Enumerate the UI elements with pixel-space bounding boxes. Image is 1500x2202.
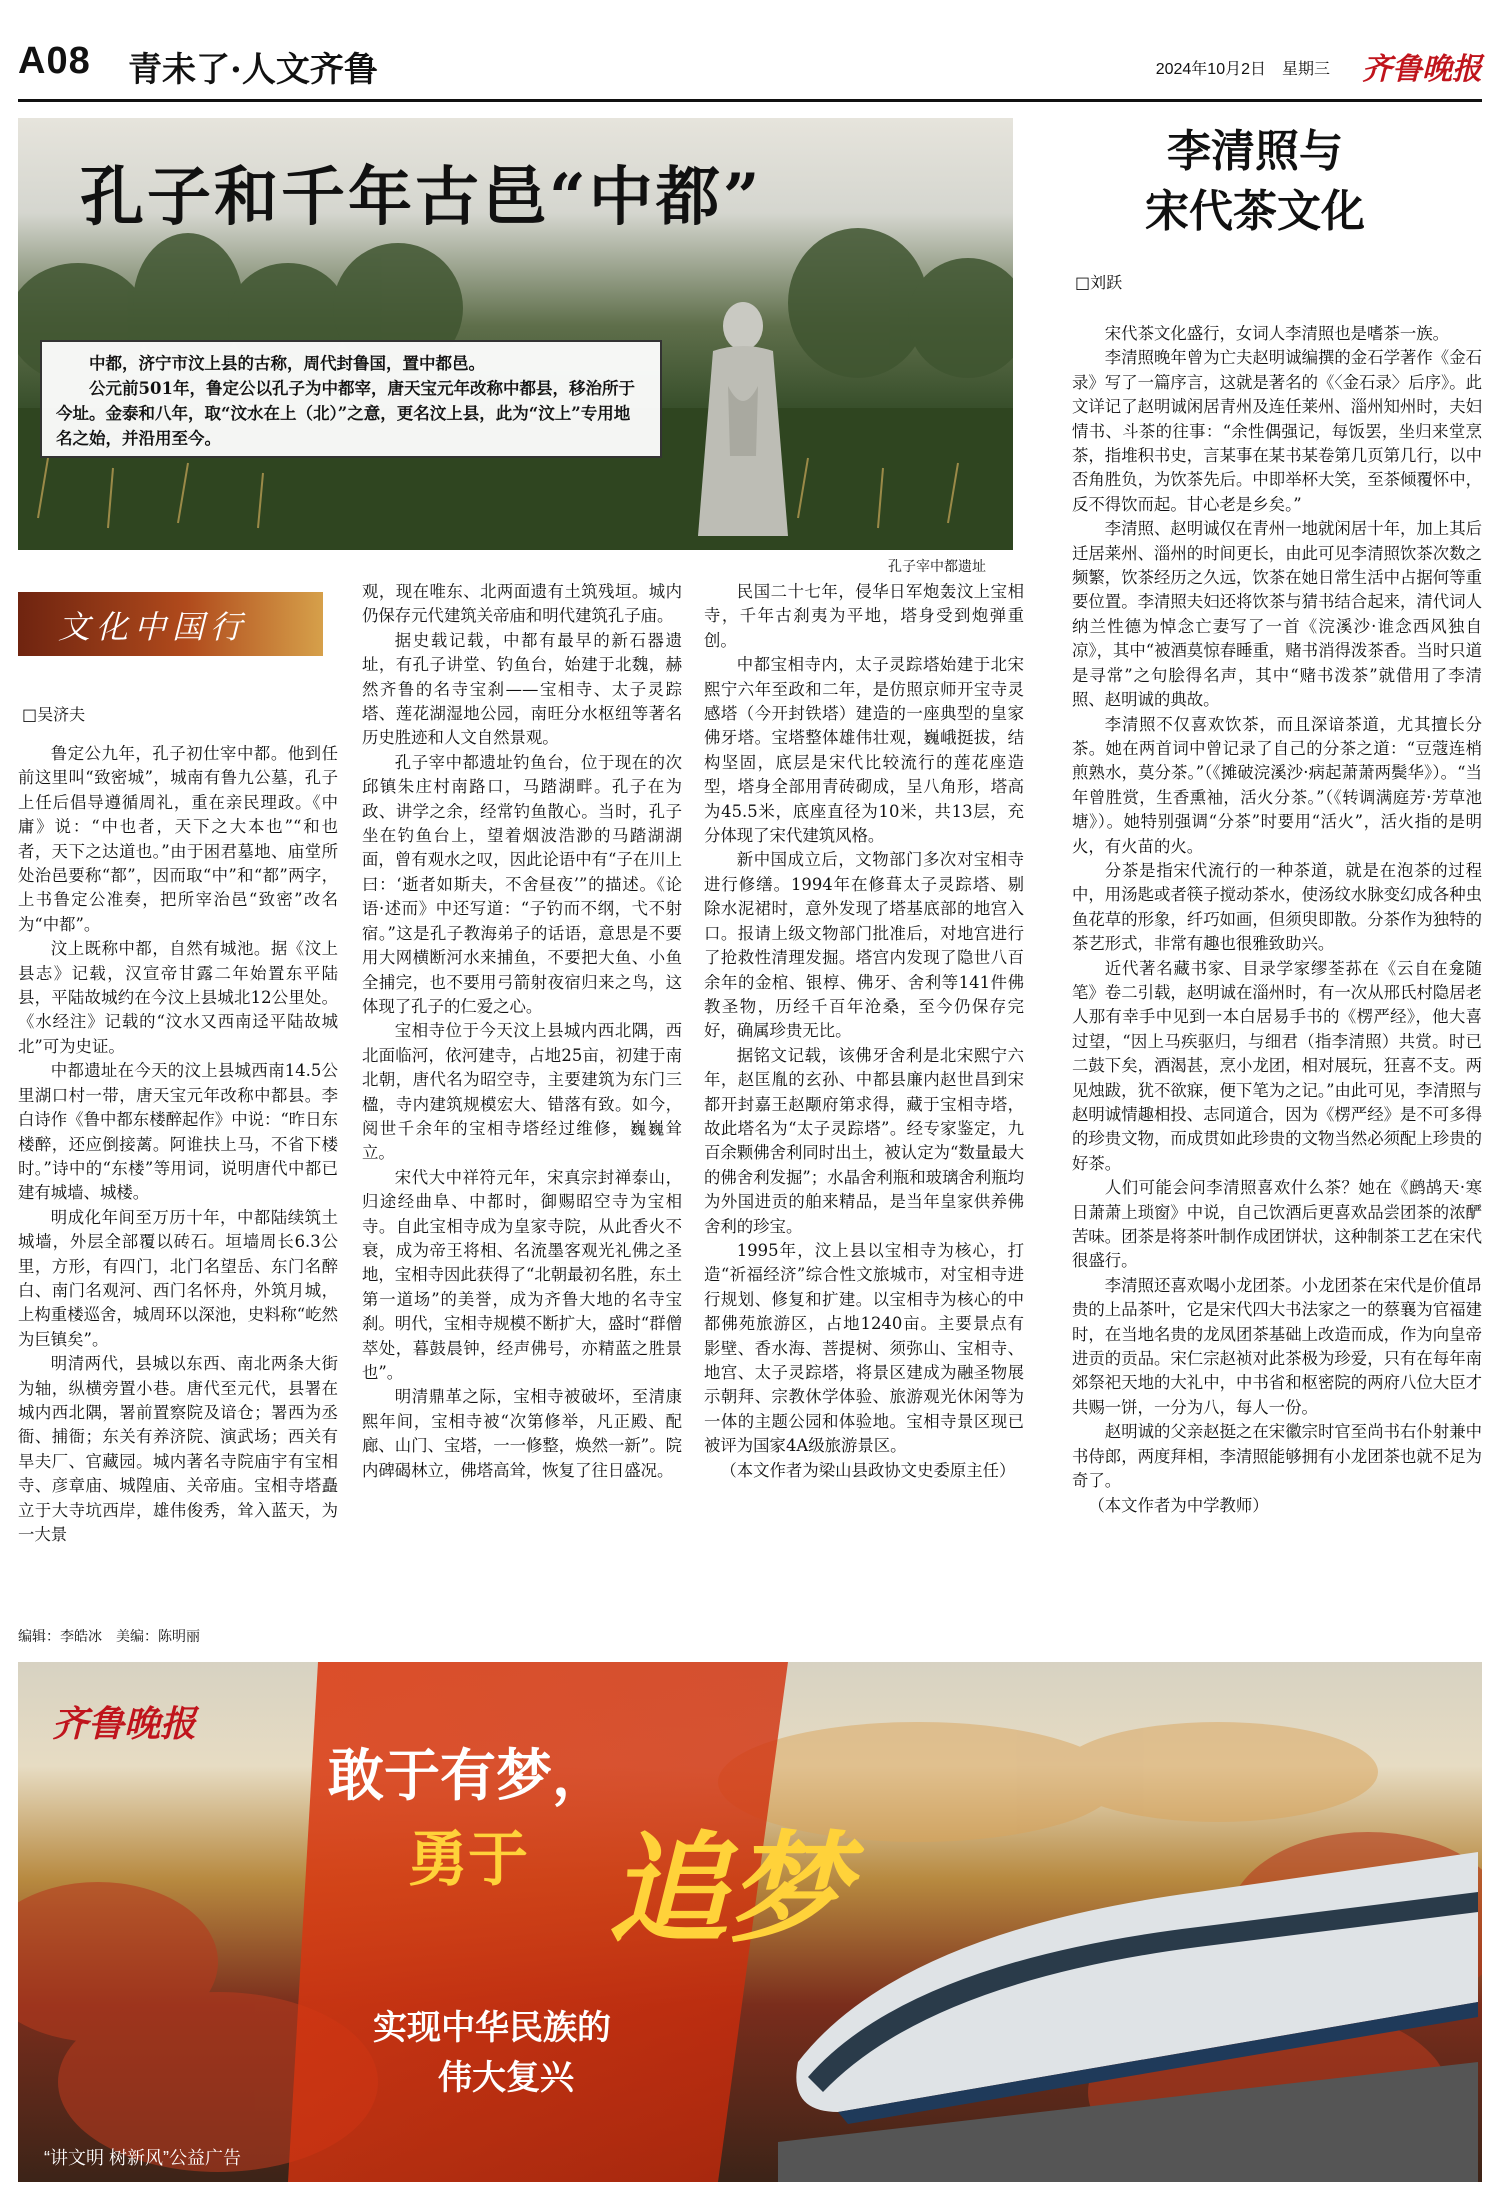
paragraph: 1995年，汶上县以宝相寺为核心，打造“祈福经济”综合性文旅城市，对宝相寺进行规划、修复和扩建。以宝相寺为核心的中都佛苑旅游区，占地1240亩。主要景点有影壁、香水海、菩提树、须弥山、宝相寺、地宫、太子灵踪塔，将景区建成为融圣物展示朝拜、宗教休学体验、旅游观光休闲等为一体的主题公园和体验地。宝相寺景区现已被评为国家4A级旅游景区。 <box>704 1240 1024 1456</box>
paragraph: 李清照、赵明诚仅在青州一地就闲居十年，加上其后迁居莱州、淄州的时间更长，由此可见李清照饮茶次数之频繁，饮茶经历之久远，饮茶在她日常生活中占据何等重要位置。李清照夫妇还将饮茶与猜书结合起来，清代词人纳兰性德为悼念亡妻写了一首《浣溪沙·谁念西风独自凉》，其中“被酒莫惊春睡重，赌书消得泼茶香。当时只道是寻常”之句脍得名声，其中“赌书泼茶”就借用了李清照、赵明诚的典故。 <box>1072 519 1482 710</box>
paragraph: 汶上既称中都，自然有城池。据《汶上县志》记载，汉宣帝甘露二年始置东平陆县，平陆故城约在今汶上县城北12公里处。《水经注》记载的“汶水又西南迳平陆故城北”可为史证。 <box>18 939 338 1056</box>
hero-intro-box <box>40 340 662 458</box>
hero-intro-line-1: 中都，济宁市汶上县的古称，周代封鲁国，置中都邑。 <box>89 354 485 373</box>
article2-title-line-1: 李清照与 <box>1167 126 1343 177</box>
author-note: （本文作者为中学教师） <box>1088 1495 1269 1515</box>
ad-slogan-line-2b: 追梦 <box>608 1819 848 1960</box>
ad-credit: “讲文明 树新风”公益广告 <box>44 2148 241 2168</box>
paragraph: 李清照还喜欢喝小龙团茶。小龙团茶在宋代是价值昂贵的上品茶叶，它是宋代四大书法家之一的蔡襄为官福建时，在当地名贵的龙凤团茶基础上改造而成，作为向皇帝进贡的贡品。宋仁宗赵祯对此茶极为珍爱，只有在每年南郊祭祀天地的大礼中，中书省和枢密院的两府八位大臣才共赐一饼，一分为八，每人一份。 <box>1072 1275 1482 1417</box>
paragraph: 民国二十七年，侵华日军炮轰汶上宝相寺，千年古刹夷为平地，塔身受到炮弹重创。 <box>704 582 1024 650</box>
paragraph: 分茶是指宋代流行的一种茶道，就是在泡茶的过程中，用汤匙或者筷子搅动茶水，使汤纹水脉变幻成各种虫鱼花草的形象，纤巧如画，但须臾即散。分茶作为独特的茶艺形式，非常有趣也很雅致助兴。 <box>1072 860 1482 954</box>
paragraph: 近代著名藏书家、目录学家缪荃荪在《云自在龛随笔》卷二引载，赵明诚在淄州时，有一次从邢氏村隐居老人那有幸手中见到一本白居易手书的《楞严经》，他大喜过望，“因上马疾驱归，与细君（指李清照）共赏。时已二鼓下矣，酒渴甚，烹小龙团，相对展玩，狂喜不支。两见烛跋，犹不欲寐，便下笔为之记。”由此可见，李清照与赵明诚情趣相投、志同道合，因为《楞严经》是不可多得的珍贵文物，而成贯如此珍贵的文物当然必须配上珍贵的好茶。 <box>1072 958 1482 1173</box>
ad-slogan-line-1: 敢于有梦， <box>328 1743 608 1809</box>
paragraph: 观，现在唯东、北两面遗有土筑残垣。城内仍保存元代建筑关帝庙和明代建筑孔子庙。 <box>362 582 682 626</box>
paragraph: 中都遗址在今天的汶上县城西南14.5公里湖口村一带，唐天宝元年改称中都县。李白诗作《鲁中都东楼醉起作》中说：“昨日东楼醉，还应倒接蓠。阿谁扶上马，不省下楼时。”诗中的“东楼”等用词，说明唐代中都已建有城墙、城楼。 <box>18 1061 338 1203</box>
masthead-logo: 齐鲁晚报 <box>1362 52 1482 87</box>
paragraph: 鲁定公九年，孔子初仕宰中都。他到任前这里叫“致密城”，城南有鲁九公墓，孔子上任后倡导遵循周礼，重在亲民理政。《中庸》说：“中也者，天下之大本也”“和也者，天下之达道也。”由于困君墓地、庙堂所处治邑要称“都”，因而取“中”和“都”两字，上书鲁定公准奏，把所宰治邑“致密”改名为“中都”。 <box>18 744 338 934</box>
article2-title <box>1085 122 1425 242</box>
paragraph: 明清两代，县城以东西、南北两条大街为轴，纵横旁置小巷。唐代至元代，县署在城内西北隅，署前置察院及谙仓；署西为丞衙、捕衙；东关有养济院、演武场；西关有旱夫厂、官藏园。城内著名寺院庙宇有宝相寺、彦章庙、城隍庙、关帝庙。宝相寺塔矗立于大寺坑西岸，雄伟俊秀，耸入蓝天，为一大景 <box>18 1354 338 1544</box>
paragraph: 新中国成立后，文物部门多次对宝相寺进行修缮。1994年在修葺太子灵踪塔、剔除水泥裙时，意外发现了塔基底部的地宫入口。报请上级文物部门批准后，对地宫进行了抢救性清理发掘。塔宫内发现了隐世八百余年的金棺、银椁、佛牙、舍利等141件佛教圣物，历经千百年沧桑，至今仍保存完好，确属珍贵无比。 <box>704 850 1024 1041</box>
ad-slogan-line-2a: 勇于 <box>408 1825 528 1895</box>
paragraph: 李清照不仅喜欢饮茶，而且深谙茶道，尤其擅长分茶。她在两首词中曾记录了自己的分茶之道：“豆蔻连梢煎熟水，莫分茶。”（《摊破浣溪沙·病起萧萧两鬓华》）。“当年曾胜赏，生香熏袖，活火分茶。”（《转调满庭芳·芳草池塘》）。她特别强调“分茶”时要用“活火”，活火指的是明火，有火苗的火。 <box>1072 714 1482 856</box>
issue-date: 2024年10月2日 星期三 <box>1155 61 1330 78</box>
page-number: A08 <box>18 40 91 82</box>
article1-byline: □吴济夫 <box>22 705 86 724</box>
public-service-ad <box>18 1662 1482 2182</box>
article1-column-2 <box>362 580 682 1620</box>
paragraph: 孔子宰中都遗址钓鱼台，位于现在的次邱镇朱庄村南路口，马踏湖畔。孔子在为政、讲学之余，经常钓鱼散心。当时，孔子坐在钓鱼台上，望着烟波浩渺的马踏湖湖面，曾有观水之叹，因此论语中有“子在川上曰：‘逝者如斯夫，不舍昼夜’”的描述。《论语·述而》中还写道：“子钓而不纲，弋不射宿。”这是孔子教海弟子的话语，意思是不要用大网横断河水来捕鱼，不要把大鱼、小鱼全捕完，也不要用弓箭射夜宿归来之鸟，这体现了孔子的仁爱之心。 <box>362 752 682 1016</box>
paragraph: 宋代大中祥符元年，宋真宗封禅泰山，归途经曲阜、中都时，御赐昭空寺为宝相寺。自此宝相寺成为皇家寺院，从此香火不衰，成为帝王将相、名流墨客观光礼佛之圣地，宝相寺因此获得了“北朝最初名胜，东土第一道场”的美誉，成为齐鲁大地的名寺宝刹。明代，宝相寺规模不断扩大，盛时“群僧萃处，暮鼓晨钟，经声佛号，亦精蓝之胜景也”。 <box>362 1167 682 1382</box>
paragraph: 据铭文记载，该佛牙舍利是北宋熙宁六年，赵匡胤的玄孙、中都县廉内赵世昌到宋都开封嘉王赵颙府第求得，藏于宝相寺塔，故此塔名为“太子灵踪塔”。经专家鉴定，九百余颗佛舍利同时出土，被认定为“数量最大的佛舍利发掘”；水晶舍利瓶和玻璃舍利瓶均为外国进贡的舶来精品，是当年皇家供养佛舍利的珍宝。 <box>704 1045 1024 1236</box>
paragraph: 明清鼎革之际，宝相寺被破坏，至清康熙年间，宝相寺被“次第修举，凡正殿、配廊、山门、宝塔，一一修整，焕然一新”。院内碑碣林立，佛塔高耸，恢复了往日盛况。 <box>362 1387 682 1480</box>
paragraph: 中都宝相寺内，太子灵踪塔始建于北宋熙宁六年至政和二年，是仿照京师开宝寺灵感塔（今开封铁塔）建造的一座典型的皇家佛牙塔。宝塔整体雄伟壮观，巍峨挺拔，结构坚固，底层是宋代比较流行的莲花座造型，塔身全部用青砖砌成，呈八角形，塔高为45.5米，底座直径为10米，共13层，充分体现了宋代建筑风格。 <box>704 655 1024 846</box>
paragraph: 人们可能会问李清照喜欢什么茶？她在《鹧鸪天·寒日萧萧上琐窗》中说，自己饮酒后更喜欢品尝团茶的浓酽苦味。团茶是将茶叶制作成团饼状，这种制茶工艺在宋代很盛行。 <box>1072 1178 1482 1271</box>
column-banner-label: 文化中国行 <box>58 608 249 646</box>
article2-title-line-2: 宋代茶文化 <box>1145 186 1365 237</box>
paragraph: 赵明诚的父亲赵挺之在宋徽宗时官至尚书右仆射兼中书侍郎，两度拜相，李清照能够拥有小龙团茶也就不足为奇了。 <box>1072 1422 1482 1491</box>
ad-slogan-line-4: 伟大复兴 <box>438 2058 574 2098</box>
section-title: 青未了·人文齐鲁 <box>128 50 378 90</box>
hero-photo <box>18 118 1013 550</box>
article2-body <box>1072 322 1482 1620</box>
ad-slogan-line-3: 实现中华民族的 <box>373 2008 611 2048</box>
editor-credit: 编辑：李皓冰 美编：陈明丽 <box>18 1628 200 1644</box>
article2-byline: □刘跃 <box>1075 273 1123 292</box>
paragraph: 宝相寺位于今天汶上县城内西北隅，西北面临河，依河建寺，占地25亩，初建于南北朝，唐代名为昭空寺，主要建筑为东门三楹，寺内建筑规模宏大、错落有致。如今，阅世千余年的宝相寺塔经过维修，巍巍耸立。 <box>362 1021 682 1163</box>
paragraph: 李清照晚年曾为亡夫赵明诚编撰的金石学著作《金石录》写了一篇序言，这就是著名的《〈金石录〉后序》。此文详记了赵明诚闲居青州及连任莱州、淄州知州时，夫妇情书、斗茶的往事：“余性偶强记，每饭罢，坐归来堂烹茶，指堆积书史，言某事在某书某卷第几页第几行，以中否角胜负，为饮茶先后。中即举杯大笑，至茶倾覆怀中，反不得饮而起。甘心老是乡矣。” <box>1072 348 1482 514</box>
hero-title: 孔子和千年古邑“中都” <box>80 160 763 235</box>
article1-column-3 <box>704 580 1024 1620</box>
column-banner <box>18 592 323 656</box>
paragraph: 据史载记载，中都有最早的新石器遗址，有孔子讲堂、钓鱼台，始建于北魏，赫然齐鲁的名寺宝刹——宝相寺、太子灵踪塔、莲花湖湿地公园，南旺分水枢纽等著名历史胜迹和人文自然景观。 <box>362 630 682 748</box>
photo-caption: 孔子宰中都遗址 <box>888 559 986 575</box>
bullet-train-graphic <box>778 1812 1478 2182</box>
paragraph: 明成化年间至万历十年，中都陆续筑土城墙，外层全部覆以砖石。垣墙周长6.3公里，方形，有四门，北门名望岳、东门名醉白、南门名观河、西门名怀舟，外筑月城，上构重楼巡舍，城周环以深池，史料称“屹然为巨镇矣”。 <box>18 1207 338 1349</box>
author-note: （本文作者为梁山县政协文史委原主任） <box>720 1460 1016 1480</box>
confucius-statue-graphic <box>688 296 798 546</box>
paragraph: 宋代茶文化盛行，女词人李清照也是嗜茶一族。 <box>1104 324 1449 343</box>
ad-logo: 齐鲁晚报 <box>52 1703 197 1745</box>
page-header <box>18 40 1482 102</box>
hero-intro-line-2: 公元前501年，鲁定公以孔子为中都宰，唐天宝元年改称中都县，移治所于今址。金泰和八年，取“汶水在上（北）”之意，更名汶上县，此为“汶上”专用地名之始，并沿用至今。 <box>56 379 635 448</box>
article1-column-1 <box>18 742 338 1620</box>
